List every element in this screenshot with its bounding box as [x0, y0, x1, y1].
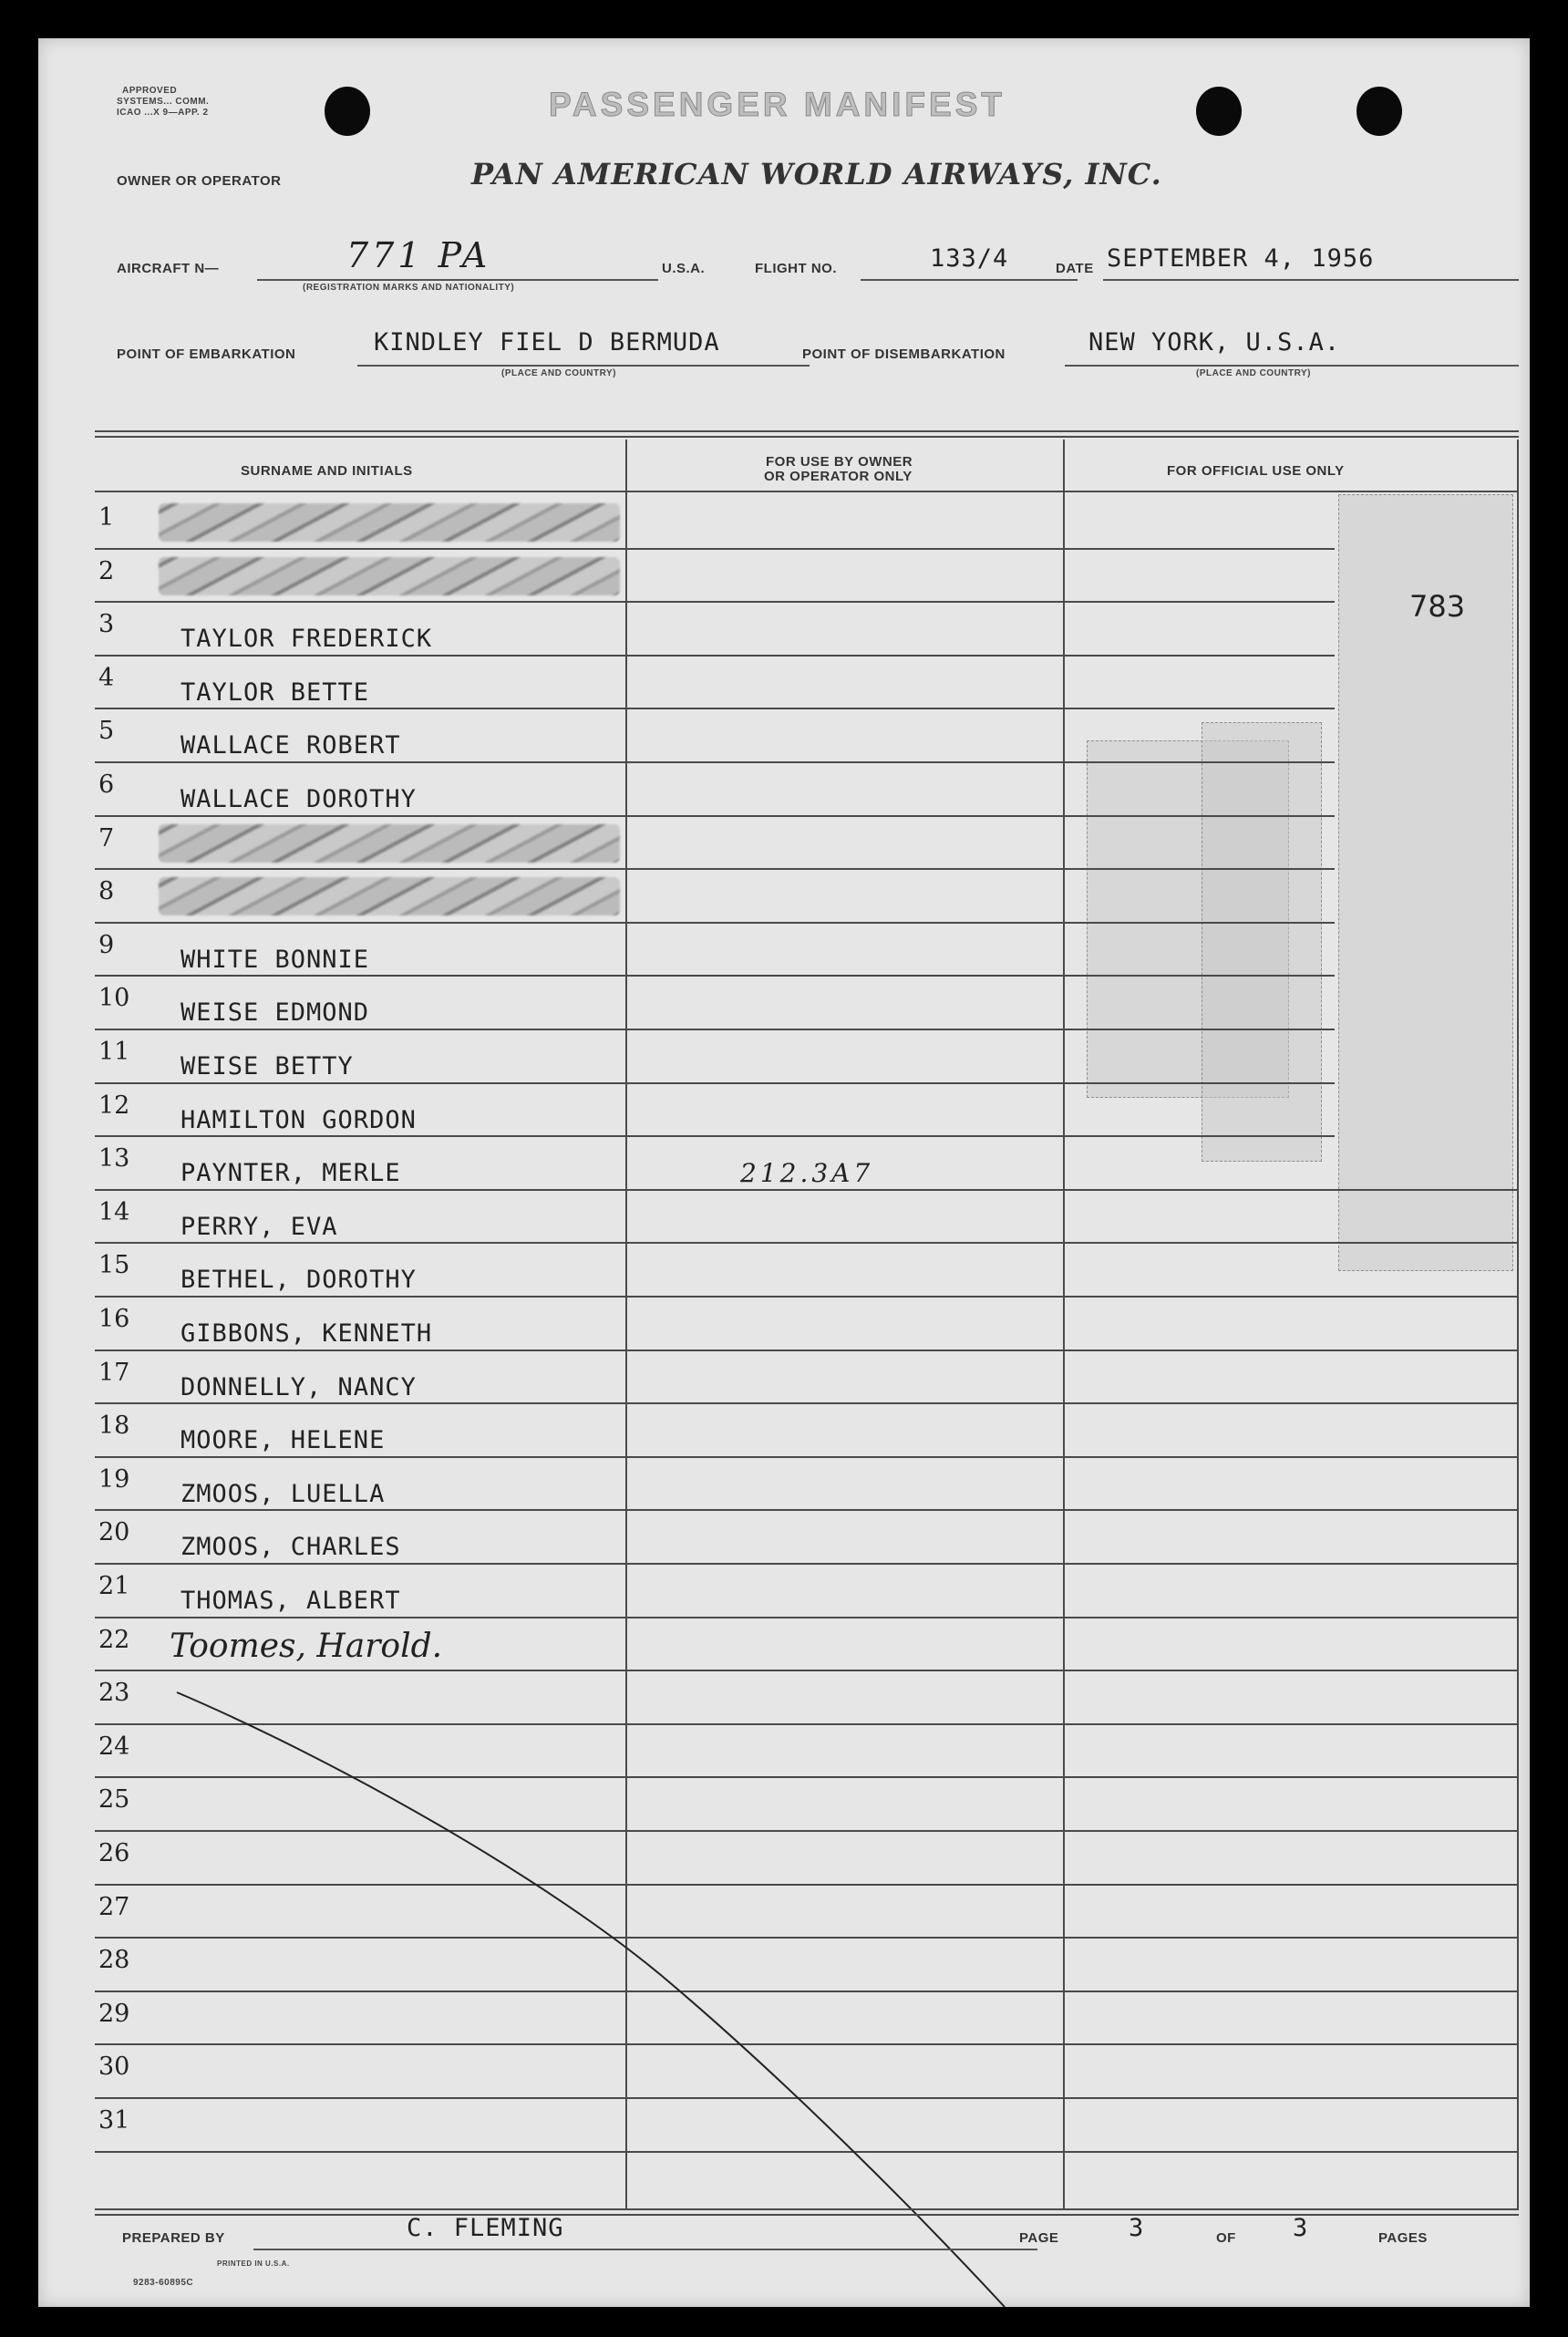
prepared-underline	[253, 2249, 1037, 2250]
row-number: 23	[98, 1679, 130, 1708]
row-number: 27	[98, 1892, 130, 1921]
passenger-name: BETHEL, DOROTHY	[181, 1266, 417, 1295]
embark-value: KINDLEY FIEL D BERMUDA	[374, 328, 720, 357]
row-number: 6	[98, 770, 115, 799]
page-value: 3	[1129, 2214, 1145, 2242]
row-number: 19	[98, 1464, 130, 1494]
owner-value: PAN AMERICAN WORLD AIRWAYS, INC.	[471, 157, 1162, 191]
owner-label: OWNER OR OPERATOR	[117, 173, 282, 189]
approval-line-1: APPROVED	[122, 86, 178, 96]
row-number: 20	[98, 1518, 130, 1547]
usa-label: U.S.A.	[662, 261, 706, 276]
row-number: 9	[98, 930, 115, 959]
of-value: 3	[1293, 2214, 1309, 2242]
disembark-caption: (PLACE AND COUNTRY)	[1196, 368, 1311, 378]
row-number: 21	[98, 1572, 130, 1600]
passenger-name: Toomes, Harold.	[170, 1627, 443, 1665]
row-number: 16	[98, 1305, 130, 1333]
owner-note: 212.3A7	[740, 1158, 874, 1188]
manifest-page	[38, 38, 1530, 2307]
passenger-name: ZMOOS, LUELLA	[181, 1479, 386, 1508]
form-title: PASSENGER MANIFEST	[549, 86, 1006, 123]
prepared-label: PREPARED BY	[122, 2230, 225, 2246]
row-number: 31	[98, 2106, 130, 2135]
row-number: 4	[98, 663, 115, 692]
passenger-name: DONNELLY, NANCY	[181, 1372, 417, 1401]
page-label: PAGE	[1019, 2230, 1059, 2246]
row-number: 25	[98, 1785, 130, 1815]
row-number: 17	[98, 1358, 130, 1387]
row-number: 28	[98, 1946, 130, 1975]
date-label: DATE	[1056, 261, 1094, 276]
form-code: 9283-60895C	[133, 2278, 194, 2288]
prepared-value: C. FLEMING	[407, 2214, 564, 2242]
col-official-header: FOR OFFICIAL USE ONLY	[1167, 463, 1345, 479]
col-surname-header: SURNAME AND INITIALS	[241, 463, 413, 479]
row-number: 11	[98, 1038, 130, 1066]
of-label: OF	[1216, 2230, 1236, 2246]
flight-label: FLIGHT NO.	[755, 261, 837, 276]
passenger-name: PAYNTER, MERLE	[181, 1159, 401, 1188]
official-number: 783	[1409, 589, 1466, 624]
printed-mark: PRINTED IN U.S.A.	[217, 2259, 290, 2268]
row-number: 22	[98, 1625, 130, 1654]
aircraft-value: 771 PA	[346, 235, 491, 275]
disembark-value: NEW YORK, U.S.A.	[1088, 328, 1341, 357]
row-number: 10	[98, 984, 130, 1013]
passenger-name: WALLACE DOROTHY	[181, 785, 417, 813]
passenger-name: ZMOOS, CHARLES	[181, 1533, 401, 1562]
col-owner-header-line2: OR OPERATOR ONLY	[764, 469, 913, 484]
row-number: 5	[98, 717, 115, 746]
passenger-name: HAMILTON GORDON	[181, 1105, 417, 1134]
cancel-diagonal-line	[38, 38, 1530, 2307]
table-bottom-rule	[95, 2208, 1519, 2210]
embark-label: POINT OF EMBARKATION	[117, 346, 296, 362]
aircraft-caption: (REGISTRATION MARKS AND NATIONALITY)	[303, 283, 515, 293]
passenger-name: TAYLOR BETTE	[181, 677, 370, 707]
row-number: 14	[98, 1197, 130, 1226]
aircraft-label: AIRCRAFT N—	[117, 261, 220, 276]
passenger-name: TAYLOR FREDERICK	[181, 625, 433, 654]
row-number: 24	[98, 1732, 130, 1761]
row-number: 18	[98, 1412, 130, 1441]
passenger-name: MOORE, HELENE	[181, 1426, 386, 1455]
passenger-name: THOMAS, ALBERT	[181, 1587, 401, 1615]
row-number: 3	[98, 610, 115, 639]
row-number: 29	[98, 1999, 130, 2028]
passenger-name: WEISE BETTY	[181, 1052, 354, 1081]
row-number: 7	[98, 823, 115, 853]
passenger-name: WALLACE ROBERT	[181, 731, 401, 760]
row-number: 13	[98, 1144, 130, 1174]
passenger-name: GIBBONS, KENNETH	[181, 1319, 433, 1348]
row-number: 15	[98, 1251, 130, 1280]
passenger-name: PERRY, EVA	[181, 1212, 338, 1241]
row-number: 2	[98, 556, 115, 585]
row-number: 8	[98, 877, 115, 906]
passenger-name: WEISE EDMOND	[181, 998, 370, 1028]
pages-label: PAGES	[1378, 2230, 1428, 2246]
approval-line-2: SYSTEMS... COMM.	[117, 97, 210, 107]
embark-caption: (PLACE AND COUNTRY)	[501, 368, 616, 378]
row-number: 12	[98, 1091, 130, 1120]
passenger-name: WHITE BONNIE	[181, 945, 370, 974]
date-value: SEPTEMBER 4, 1956	[1107, 244, 1375, 273]
disembark-label: POINT OF DISEMBARKATION	[802, 346, 1006, 362]
row-number: 26	[98, 1839, 130, 1867]
row-number: 1	[98, 503, 115, 532]
approval-line-3: ICAO ...X 9—APP. 2	[117, 108, 209, 118]
col-owner-header-line1: FOR USE BY OWNER	[766, 454, 913, 470]
flight-value: 133/4	[930, 244, 1009, 273]
row-number: 30	[98, 2053, 130, 2082]
